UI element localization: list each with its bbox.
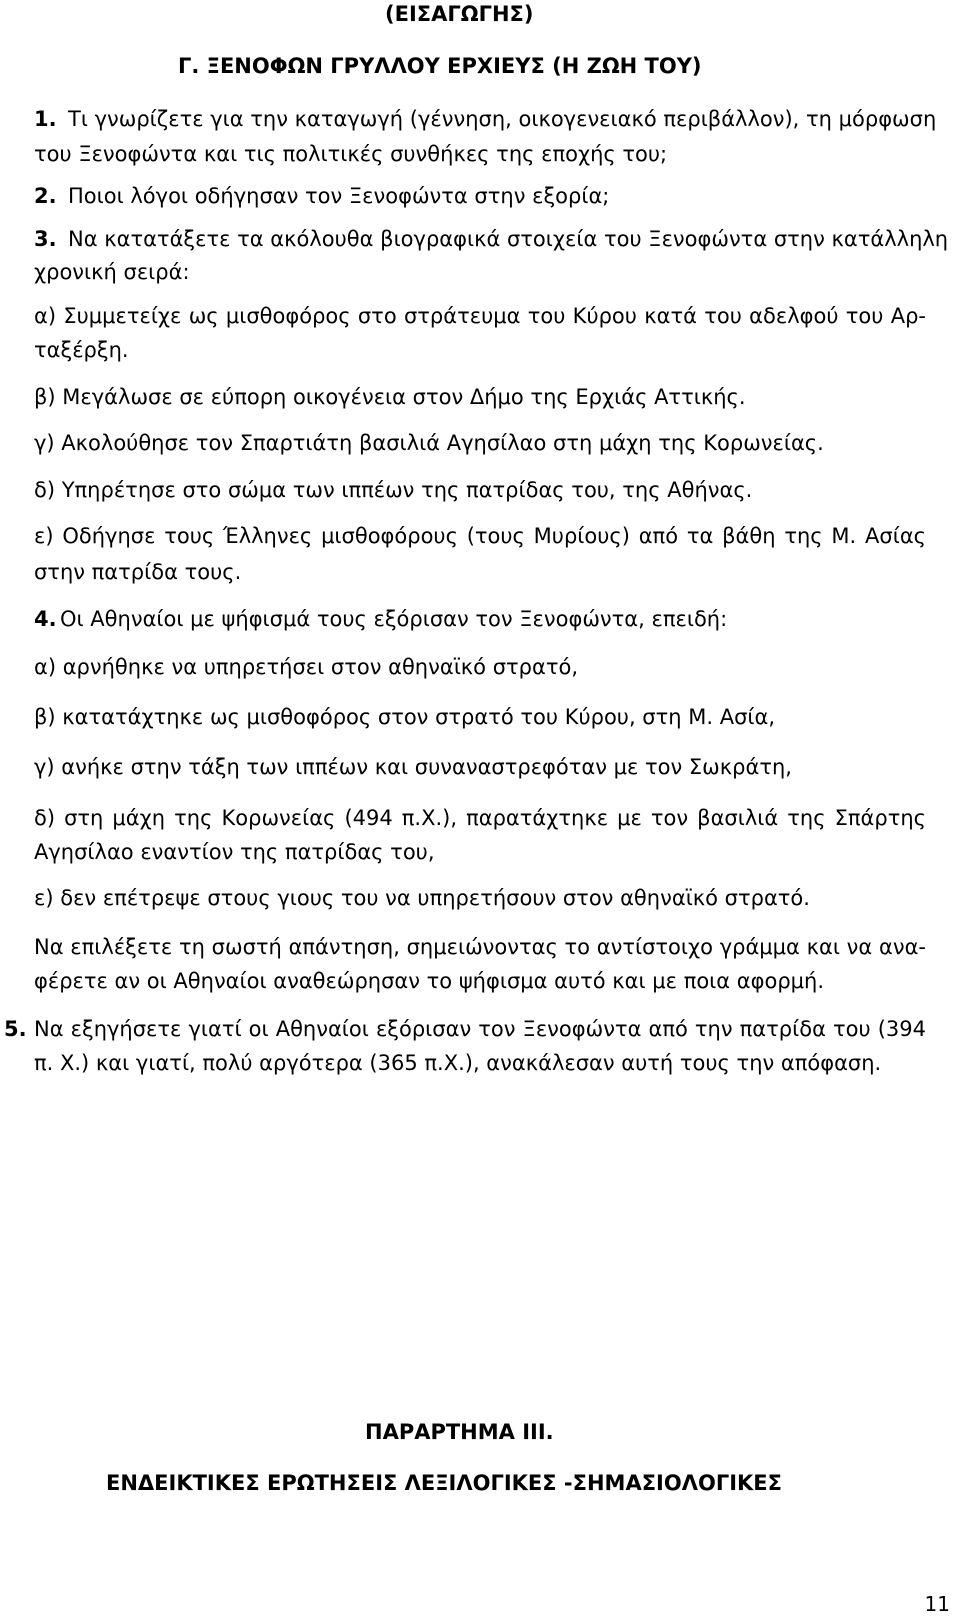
- question-4-option-d-line2: Αγησίλαο εναντίον της πατρίδας του,: [34, 840, 435, 864]
- question-3-option-d: δ) Υπηρέτησε στο σώμα των ιππέων της πατρίδας του, της Αθήνας.: [34, 478, 753, 502]
- question-4-instruction-line1: Να επιλέξετε τη σωστή απάντηση, σημειώνοντας το αντίστοιχο γράμμα και να ανα-: [34, 935, 926, 959]
- chapter-title: Γ. ΞΕΝΟΦΩΝ ΓΡΥΛΛΟΥ ΕΡΧΙΕΥΣ (Η ΖΩΗ ΤΟΥ): [178, 54, 702, 78]
- question-3-option-e-line1: ε) Οδήγησε τους Έλληνες μισθοφόρους (τους Μυρίους) από τα βάθη της Μ. Ασίας: [34, 524, 926, 548]
- question-3-option-e-line2: στην πατρίδα τους.: [34, 560, 242, 584]
- question-4-instruction-line2: φέρετε αν οι Αθηναίοι αναθεώρησαν το ψήφισμα αυτό και με ποια αφορμή.: [34, 969, 825, 993]
- question-3-number: 3.: [34, 227, 57, 251]
- question-4-option-e: ε) δεν επέτρεψε στους γιους του να υπηρετήσουν στον αθηναϊκό στρατό.: [34, 886, 810, 910]
- question-1-number: 1.: [34, 107, 57, 131]
- page-number: 11: [924, 1592, 950, 1616]
- question-4-option-a: α) αρνήθηκε να υπηρετήσει στον αθηναϊκό στρατό,: [34, 655, 578, 679]
- section-label: (ΕΙΣΑΓΩΓΗΣ): [385, 2, 534, 26]
- question-4-text: Οι Αθηναίοι με ψήφισμά τους εξόρισαν τον Ξενοφώντα, επειδή:: [60, 607, 728, 631]
- question-1-text-line2: του Ξενοφώντα και τις πολιτικές συνθήκες της εποχής του;: [34, 142, 668, 166]
- question-4-option-d-line1: δ) στη μάχη της Κορωνείας (494 π.Χ.), παρατάχτηκε με τον βασιλιά της Σπάρτης: [34, 806, 926, 830]
- question-5-number: 5.: [4, 1017, 27, 1041]
- appendix-subtitle: ΕΝΔΕΙΚΤΙΚΕΣ ΕΡΩΤΗΣΕΙΣ ΛΕΞΙΛΟΓΙΚΕΣ -ΣΗΜΑΣΙΟΛΟΓΙΚΕΣ: [106, 1471, 782, 1495]
- question-3-option-c: γ) Ακολούθησε τον Σπαρτιάτη βασιλιά Αγησίλαο στη μάχη της Κορωνείας.: [34, 431, 824, 455]
- question-3-option-a-line2: ταξέρξη.: [34, 338, 129, 362]
- question-1-text-line1: Τι γνωρίζετε για την καταγωγή (γέννηση, οικογενειακό περιβάλλον), τη μόρφωση: [68, 107, 937, 131]
- question-2-text: Ποιοι λόγοι οδήγησαν τον Ξενοφώντα στην εξορία;: [68, 184, 610, 208]
- question-4-option-b: β) κατατάχτηκε ως μισθοφόρος στον στρατό του Κύρου, στη Μ. Ασία,: [34, 705, 776, 729]
- question-3-text-line2: χρονική σειρά:: [34, 260, 190, 284]
- question-3-option-a-line1: α) Συμμετείχε ως μισθοφόρος στο στράτευμα του Κύρου κατά του αδελφού του Αρ-: [34, 304, 926, 328]
- question-4-option-c: γ) ανήκε στην τάξη των ιππέων και συναναστρεφόταν με τον Σωκράτη,: [34, 755, 792, 779]
- question-5-text-line2: π. Χ.) και γιατί, πολύ αργότερα (365 π.Χ.), ανακάλεσαν αυτή τους την απόφαση.: [34, 1051, 882, 1075]
- appendix-title: ΠΑΡΑΡΤΗΜΑ ΙΙΙ.: [365, 1420, 554, 1444]
- question-3-text-line1: Να κατατάξετε τα ακόλουθα βιογραφικά στοιχεία του Ξενοφώντα στην κατάλληλη: [68, 227, 949, 251]
- question-3-option-b: β) Μεγάλωσε σε εύπορη οικογένεια στον Δήμο της Ερχιάς Αττικής.: [34, 385, 746, 409]
- question-2-number: 2.: [34, 184, 57, 208]
- question-5-text-line1: Να εξηγήσετε γιατί οι Αθηναίοι εξόρισαν τον Ξενοφώντα από την πατρίδα του (394: [34, 1017, 926, 1041]
- question-4-number: 4.: [34, 607, 57, 631]
